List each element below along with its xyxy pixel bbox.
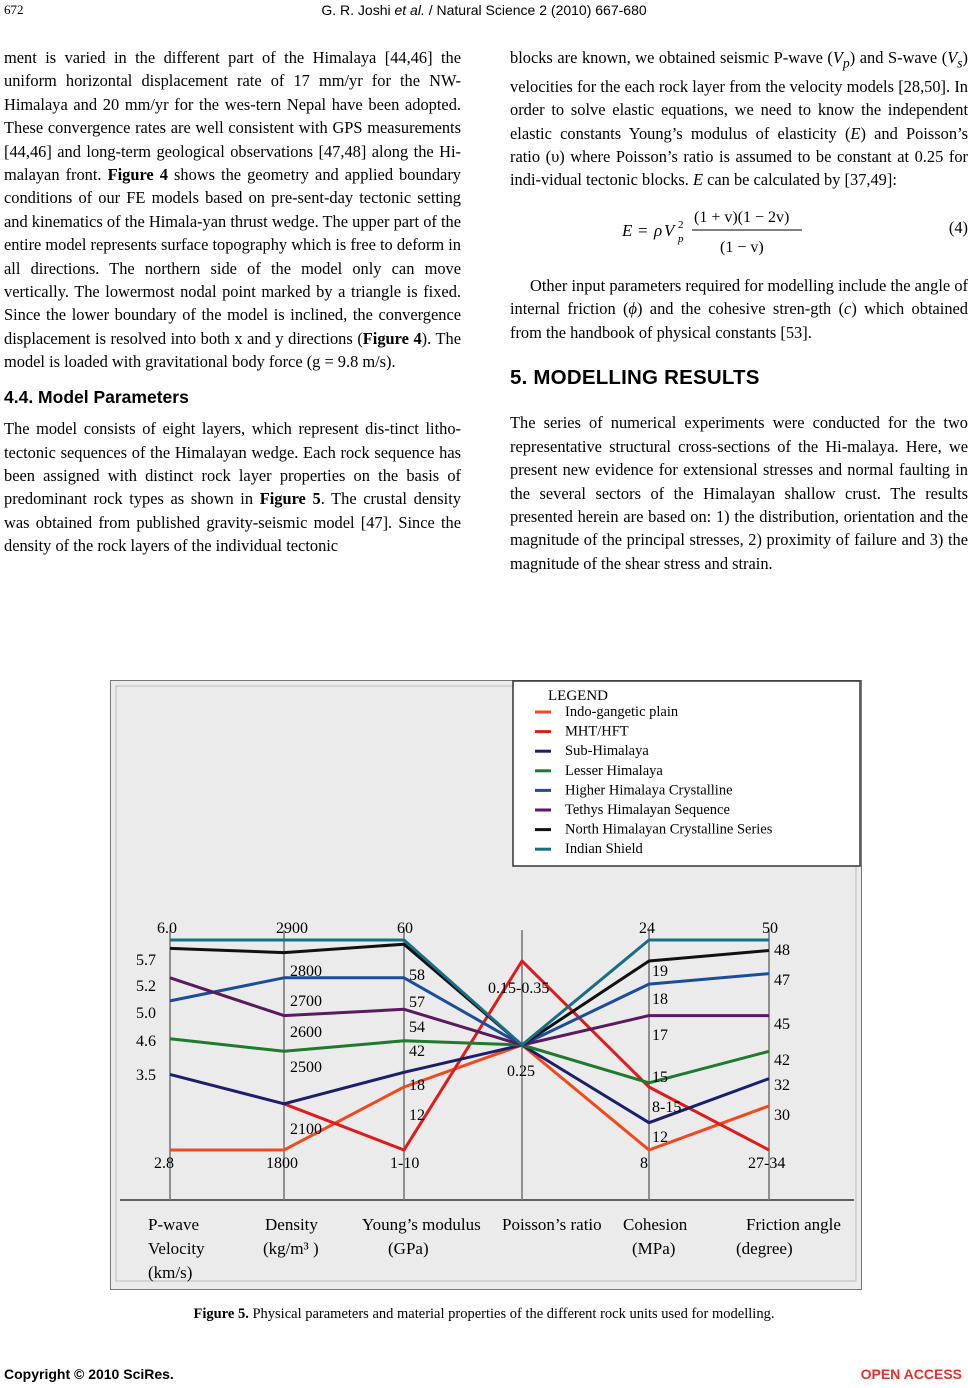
parallel-coordinates-chart (110, 680, 862, 1290)
eq-rho: ρ (654, 220, 663, 240)
figure-4-ref-2: Figure 4 (362, 328, 422, 348)
axis-side-label-4-1: 18 (652, 991, 668, 1008)
figure-4-ref: Figure 4 (107, 165, 168, 185)
axis-side-label-1-0: 2800 (290, 963, 322, 980)
axis-side-label-0-0: 5.7 (136, 952, 156, 969)
caption-label: Figure 5. (193, 1306, 249, 1322)
equation-graphic (510, 198, 930, 262)
axis-title-4-0: Cohesion (623, 1215, 688, 1234)
legend-label-6: North Himalayan Crystalline Series (565, 821, 773, 838)
axis-side-label-0-2: 5.0 (136, 1005, 156, 1022)
axis-title-5-1: (degree) (736, 1239, 793, 1258)
footer-copyright: Copyright © 2010 SciRes. (4, 1366, 174, 1382)
figure-5-ref: Figure 5 (259, 489, 321, 509)
footer-open-access: OPEN ACCESS (860, 1366, 962, 1382)
left-paragraph-2: The model consists of eight layers, which represent dis-tinct litho-tectonic sequences of the Himalayan wedge. Each rock sequence has been assigned with distinct rock layer properties on the basis of predominant rock types as shown in Figure 5. The crustal density was obtained from published gravity-seismic model [47]. Since the density of the rock layers of the individual tectonic (4, 419, 461, 556)
legend-label-0: Indo-gangetic plain (565, 704, 679, 720)
equation-number: (4) (948, 217, 968, 237)
figure-caption (0, 1306, 968, 1323)
axis-title-0-0: P-wave (148, 1215, 199, 1234)
axis-bottom-label-0: 2.8 (154, 1155, 174, 1172)
legend-label-1: MHT/HFT (565, 723, 629, 740)
axis-side-label-2-0: 58 (409, 967, 425, 984)
figure-5 (110, 680, 862, 1290)
axis-bottom-label-2: 1-10 (390, 1155, 420, 1172)
axis-side-label-2-2: 54 (409, 1019, 425, 1036)
left-column (4, 46, 461, 558)
section-heading-4-4: 4.4. Model Parameters (4, 386, 189, 407)
legend-label-7: Indian Shield (565, 841, 643, 858)
eq-sub: p (678, 232, 684, 245)
axis-title-2-0: Young’s modulus (362, 1215, 481, 1234)
axis-top-label-1: 2900 (276, 920, 308, 937)
legend-label-4: Higher Himalaya Crystalline (565, 782, 733, 799)
axis-title-4-1: (MPa) (632, 1239, 676, 1258)
axis-side-label-2-1: 57 (409, 994, 425, 1011)
eq-denominator: (1 − v) (720, 238, 764, 256)
eq-equals: = (638, 220, 648, 240)
axis-top-label-2: 60 (397, 920, 413, 937)
axis-title-0-1: Velocity (148, 1239, 205, 1258)
eq-lhs: E (622, 220, 633, 240)
axis-side-label-1-1: 2700 (290, 993, 322, 1010)
axis-side-label-0-3: 4.6 (136, 1033, 156, 1050)
axis-top-label-3: 0.15-0.35 (488, 980, 550, 997)
axis-side-label-5-1: 47 (774, 972, 790, 989)
axis-side-label-3-0: 0.25 (507, 1063, 535, 1080)
eq-sup: 2 (678, 218, 684, 231)
legend-title: LEGEND (548, 688, 608, 704)
axis-side-label-2-3: 42 (409, 1043, 425, 1060)
axis-side-label-1-2: 2600 (290, 1024, 322, 1041)
axis-side-label-2-4: 18 (409, 1077, 425, 1094)
axis-title-5-0: Friction angle (746, 1215, 841, 1234)
legend-label-2: Sub-Himalaya (565, 743, 649, 760)
legend (513, 681, 860, 866)
axis-top-label-4: 24 (639, 920, 655, 937)
right-paragraph-2: Other input parameters required for modelling include the angle of internal friction (ϕ) and the cohesive stren-gth (c) which obtained from the handbook of physical constants [53]. (510, 275, 968, 342)
axis-side-label-5-5: 30 (774, 1107, 790, 1124)
axis-side-label-1-3: 2500 (290, 1059, 322, 1076)
axis-side-label-4-4: 8-15 (652, 1099, 682, 1116)
section-heading-5: 5. MODELLING RESULTS (510, 365, 760, 389)
page-header (0, 0, 968, 26)
axis-side-label-5-0: 48 (774, 942, 790, 959)
legend-label-5: Tethys Himalayan Sequence (565, 802, 730, 818)
legend-label-3: Lesser Himalaya (565, 762, 663, 779)
axis-side-label-5-4: 32 (774, 1077, 790, 1094)
axis-bottom-label-5: 27-34 (748, 1155, 786, 1172)
axis-title-1-0: Density (265, 1215, 318, 1234)
right-column (510, 46, 968, 575)
axis-title-3-0: Poisson’s ratio (502, 1215, 602, 1234)
running-head: G. R. Joshi et al. / Natural Science 2 (2010) 667-680 (321, 2, 647, 18)
axis-side-label-5-3: 42 (774, 1052, 790, 1069)
axis-title-0-2: (km/s) (148, 1263, 193, 1282)
page-number: 672 (4, 2, 24, 17)
caption-text: Physical parameters and material properties of the different rock units used for modelling. (248, 1306, 775, 1322)
axis-side-label-0-1: 5.2 (136, 978, 156, 995)
axis-bottom-label-1: 1800 (266, 1155, 298, 1172)
axis-side-label-2-5: 12 (409, 1107, 425, 1124)
axis-bottom-label-4: 8 (640, 1155, 648, 1172)
right-paragraph-3: The series of numerical experiments were conducted for the two representative structural cross-sections of the Hi-malaya. Here, we present new evidence for extensional stresses and normal faulting in the several sectors of the Himalayan shallow crust. The results presented herein are based on: 1) the distribution, orientation and the magnitude of the principal stresses, 2) proximity of failure and 3) the magnitude of the shear stress and strain. (510, 413, 968, 573)
axis-side-label-4-5: 12 (652, 1129, 668, 1146)
axis-side-label-5-2: 45 (774, 1016, 790, 1033)
axis-side-label-1-4: 2100 (290, 1121, 322, 1138)
eq-v: V (664, 220, 675, 240)
axis-side-label-0-4: 3.5 (136, 1067, 156, 1084)
axis-top-label-5: 50 (762, 920, 778, 937)
axis-top-label-0: 6.0 (157, 920, 177, 937)
axis-side-label-4-0: 19 (652, 963, 668, 980)
axis-title-1-1: (kg/m³ ) (263, 1239, 319, 1258)
equation-4 (510, 198, 968, 262)
eq-numerator: (1 + v)(1 − 2v) (694, 208, 790, 226)
left-paragraph-1: ment is varied in the different part of the Himalaya [44,46] the uniform horizontal displacement rate of 17 mm/yr for the NW-Himalaya and 20 mm/yr for the wes-tern Nepal have been adopted. These convergence rates are well consistent with GPS measurements [44,46] and long-term geological observations [47,48] along the Hi-malayan front. Figure 4 shows the geometry and applied boundary conditions of our FE models based on pre-sent-day tectonic setting and kinematics of the Himala-yan thrust wedge. The upper part of the entire model represents surface topography which is free to deform in all directions. The northern side of the model only can move vertically. The lowermost nodal point marked by a triangle is fixed. Since the lower boundary of the model is inclined, the convergence displacement is resolved into both x and y directions (Figure 4). The model is loaded with gravitational body force (g = 9.8 m/s). (4, 48, 461, 372)
axis-side-label-4-3: 15 (652, 1069, 668, 1086)
axis-title-2-1: (GPa) (388, 1239, 429, 1258)
axis-side-label-4-2: 17 (652, 1027, 668, 1044)
right-paragraph-1: blocks are known, we obtained seismic P-wave $(V_p)$ and S-wave $(V_s)$ velocities for the each rock layer from the velocity models [28,50]. In order to solve elastic equations, we need to know the independent elastic constants Young’s modulus of elasticity (E) and Poisson’s ratio (υ) where Poisson’s ratio is assumed to be constant at 0.25 for indi-vidual tectonic blocks. E can be calculated by [37,49]: (510, 48, 968, 190)
